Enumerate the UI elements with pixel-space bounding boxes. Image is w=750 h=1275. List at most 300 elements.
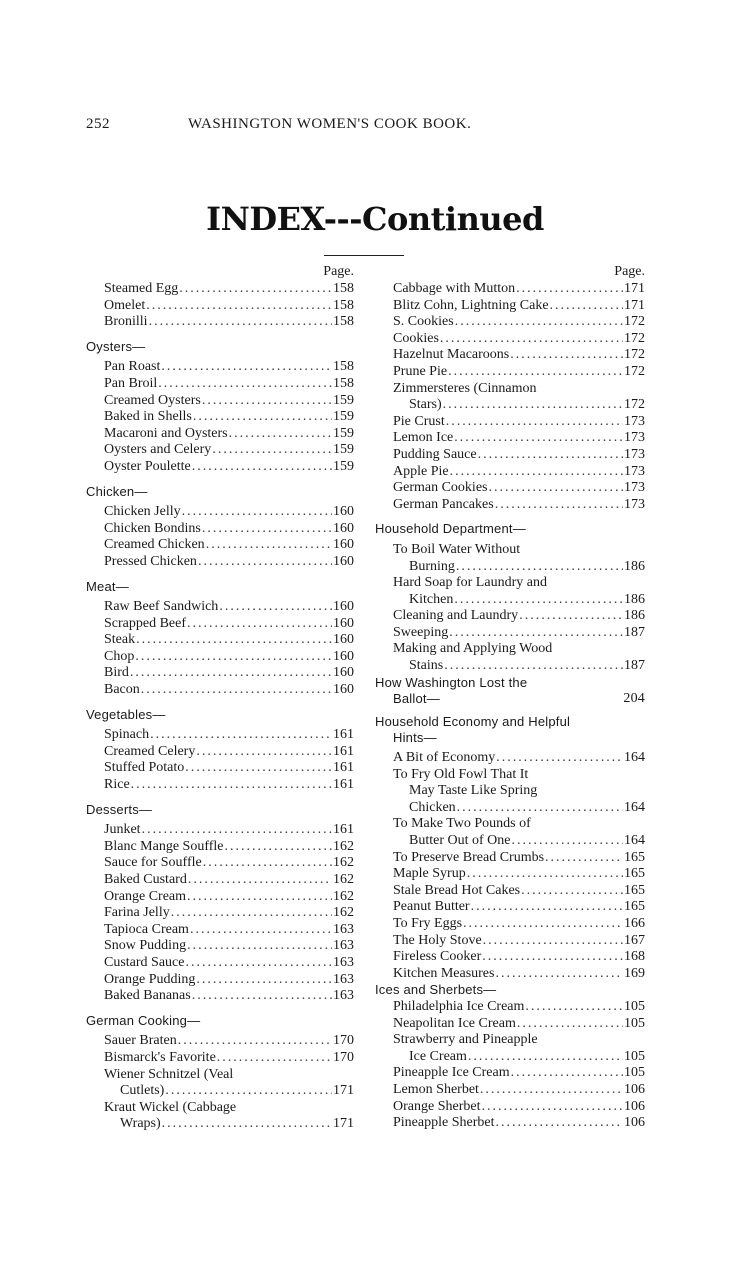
- index-entry: [393, 1065, 645, 1082]
- index-entry: [393, 347, 645, 364]
- dot-leader: [185, 955, 332, 972]
- index-entry: [104, 972, 354, 989]
- dot-leader: [202, 393, 332, 410]
- entry-label: Spinach: [104, 727, 150, 743]
- page-label: Page.: [323, 264, 354, 279]
- entry-label: The Holy Stove: [393, 932, 482, 948]
- dot-leader: [192, 459, 332, 476]
- dot-leader: [196, 744, 332, 761]
- dot-leader: [150, 727, 332, 744]
- entry-page: 171: [624, 281, 645, 296]
- index-entry: [104, 988, 354, 1005]
- index-entry: [375, 625, 645, 642]
- dot-leader: [202, 521, 332, 538]
- entry-page: 166: [624, 915, 645, 931]
- entry-label: Pressed Chicken: [104, 553, 197, 569]
- entry-page: 160: [333, 648, 354, 664]
- entry-page: 160: [333, 632, 354, 648]
- index-column-right: [375, 264, 645, 1132]
- entry-page: 158: [333, 297, 354, 313]
- dot-leader: [443, 397, 623, 414]
- dot-leader: [192, 988, 332, 1005]
- index-entry: [375, 833, 645, 850]
- index-entry: [104, 955, 354, 972]
- index-entry: [104, 298, 354, 315]
- index-entry: [104, 426, 354, 443]
- index-entry: [86, 1050, 354, 1067]
- entry-label: To Fry Eggs: [393, 915, 463, 931]
- entry-page: 186: [624, 608, 645, 624]
- entry-page: 165: [624, 849, 645, 865]
- dot-leader: [456, 559, 623, 576]
- dot-leader: [483, 933, 623, 950]
- dot-leader: [136, 632, 332, 649]
- entry-label: Junket: [104, 822, 141, 838]
- entry-page: 165: [624, 899, 645, 915]
- dot-leader: [495, 497, 623, 514]
- entry-page: 186: [624, 591, 645, 607]
- entry-label: Lemon Sherbet: [393, 1081, 479, 1097]
- section-heading: Oysters—: [86, 338, 146, 354]
- entry-page: 160: [333, 553, 354, 569]
- entry-page: 173: [624, 430, 645, 446]
- entry-page: 164: [624, 833, 645, 848]
- index-entry: [393, 364, 645, 381]
- entry-label: Pineapple Ice Cream: [393, 1065, 510, 1081]
- entry-page: 158: [333, 314, 354, 330]
- entry-page: 160: [333, 599, 354, 615]
- dot-leader: [171, 905, 332, 922]
- dot-leader: [449, 625, 623, 642]
- entry-label: Chop: [104, 648, 135, 664]
- entry-label: Steamed Egg: [104, 281, 179, 296]
- entry-label: Creamed Oysters: [104, 392, 201, 408]
- dot-leader: [130, 665, 332, 682]
- entry-label: Oyster Poulette: [104, 458, 191, 474]
- entry-list: [86, 504, 354, 570]
- entry-label: Stars): [409, 397, 442, 413]
- dot-leader: [480, 1082, 623, 1099]
- entry-page: 186: [624, 558, 645, 574]
- index-entry: [104, 442, 354, 459]
- dot-leader: [510, 347, 623, 364]
- index-entry: [393, 899, 645, 916]
- entry-continuation: To Boil Water Without: [393, 541, 521, 557]
- section-heading: Meat—: [86, 578, 129, 594]
- entry-label: Bird: [104, 665, 129, 681]
- index-entry: [393, 1099, 645, 1116]
- dot-leader: [478, 447, 623, 464]
- dot-leader: [187, 889, 332, 906]
- entry-page: 158: [333, 281, 354, 296]
- entry-page: 159: [333, 409, 354, 425]
- title-rule: [324, 255, 404, 256]
- entry-list: [375, 414, 645, 514]
- index-entry: [104, 744, 354, 761]
- dot-leader: [161, 359, 332, 376]
- entry-label: Wraps): [120, 1116, 161, 1132]
- entry-page: 163: [333, 938, 354, 954]
- entry-page: 187: [624, 624, 645, 640]
- entry-page: 159: [333, 392, 354, 408]
- index-entry: [104, 682, 354, 699]
- dot-leader: [182, 504, 332, 521]
- index-entry: [104, 649, 354, 666]
- entry-label: Stale Bread Hot Cakes: [393, 882, 521, 898]
- dot-leader: [468, 1049, 623, 1066]
- index-entry: [393, 298, 645, 315]
- entry-page: 163: [333, 954, 354, 970]
- entry-label: Steak: [104, 632, 136, 648]
- entry-label: Creamed Chicken: [104, 537, 205, 553]
- dot-leader: [482, 949, 623, 966]
- entry-page: 159: [333, 425, 354, 441]
- dot-leader: [149, 314, 332, 331]
- index-entry: [104, 459, 354, 476]
- index-entry: [393, 1115, 645, 1132]
- dot-leader: [454, 592, 623, 609]
- entry-page: 171: [624, 297, 645, 313]
- entry-label: Chicken: [409, 799, 456, 815]
- section-heading: Vegetables—: [86, 706, 166, 722]
- entry-continuation: Making and Applying Wood: [393, 641, 553, 657]
- entry-label: Raw Beef Sandwich: [104, 599, 219, 615]
- dot-leader: [525, 999, 623, 1016]
- index-entry: [86, 1116, 354, 1133]
- dot-leader: [188, 872, 332, 889]
- index-entry: [375, 999, 645, 1016]
- entry-page: 204: [623, 691, 645, 707]
- entry-page: 161: [333, 727, 354, 743]
- entry-label: Ice Cream: [409, 1048, 467, 1064]
- entry-page: 159: [333, 458, 354, 474]
- index-entry: [104, 554, 354, 571]
- entry-label: Blitz Cohn, Lightning Cake: [393, 297, 549, 313]
- index-column-left: [86, 264, 354, 1133]
- entry-list: [375, 850, 645, 983]
- entry-page: 106: [624, 1115, 645, 1131]
- entry-label: Pan Roast: [104, 359, 161, 375]
- entry-label: Custard Sauce: [104, 954, 185, 970]
- index-entry: [104, 872, 354, 889]
- section-heading: Desserts—: [86, 801, 153, 817]
- index-entry: [393, 314, 645, 331]
- section-heading: Chicken—: [86, 483, 148, 499]
- section-heading: How Washington Lost the: [375, 674, 528, 690]
- index-entry: [104, 938, 354, 955]
- dot-leader: [185, 760, 332, 777]
- index-entry: [393, 866, 645, 883]
- entry-continuation: Kraut Wickel (Cabbage: [104, 1099, 237, 1115]
- dot-leader: [142, 822, 332, 839]
- entry-page: 172: [624, 363, 645, 379]
- entry-label: Baked in Shells: [104, 409, 192, 425]
- dot-leader: [521, 883, 623, 900]
- entry-page: 173: [624, 480, 645, 496]
- index-entry: [375, 559, 645, 576]
- index-entry: [393, 883, 645, 900]
- index-entry: [104, 409, 354, 426]
- index-entry: [393, 1082, 645, 1099]
- entry-label: Neapolitan Ice Cream: [393, 1015, 516, 1031]
- entry-label: Omelet: [104, 297, 146, 313]
- entry-continuation: Zimmersteres (Cinnamon: [393, 380, 537, 396]
- entry-page: 167: [624, 932, 645, 948]
- entry-label: Rice: [104, 777, 130, 793]
- index-entry: [375, 592, 645, 609]
- entry-page: 160: [333, 537, 354, 553]
- entry-page: 162: [333, 905, 354, 921]
- entry-page: 172: [624, 397, 645, 413]
- index-entry: [86, 1033, 354, 1050]
- entry-label: Sauer Braten: [104, 1033, 177, 1049]
- entry-label: Burning: [409, 558, 455, 574]
- entry-page: 172: [624, 314, 645, 330]
- dot-leader: [495, 1115, 623, 1132]
- entry-continuation: To Fry Old Fowl That It: [393, 766, 529, 782]
- dot-leader: [198, 554, 332, 571]
- entry-page: 171: [333, 1116, 354, 1132]
- dot-leader: [440, 331, 623, 348]
- index-entry: [104, 777, 354, 794]
- entry-page: 161: [333, 822, 354, 838]
- index-entry: [375, 1016, 645, 1033]
- entry-label: Tapioca Cream: [104, 921, 189, 937]
- entry-continuation: Strawberry and Pineapple: [393, 1032, 538, 1048]
- index-entry: [104, 281, 354, 298]
- index-entry: [104, 616, 354, 633]
- dot-leader: [187, 938, 332, 955]
- dot-leader: [178, 1033, 332, 1050]
- entry-label: Scrapped Beef: [104, 615, 187, 631]
- entry-page: 161: [333, 743, 354, 759]
- entry-page: 163: [333, 971, 354, 987]
- index-entry: [375, 608, 645, 625]
- entry-page: 162: [333, 838, 354, 854]
- entry-label: Orange Cream: [104, 888, 187, 904]
- index-entry: [104, 359, 354, 376]
- index-entry: [393, 933, 645, 950]
- dot-leader: [212, 442, 332, 459]
- entry-label: Maple Syrup: [393, 866, 466, 882]
- entry-label: German Cookies: [393, 480, 488, 496]
- entry-label: Butter Out of One: [409, 833, 511, 848]
- dot-leader: [463, 916, 623, 933]
- entry-list: [86, 599, 354, 699]
- entry-page: 158: [333, 359, 354, 375]
- dot-leader: [457, 800, 623, 817]
- entry-label: Farina Jelly: [104, 905, 170, 921]
- entry-label: Ballot—: [393, 691, 440, 707]
- entry-list: [86, 822, 354, 1005]
- dot-leader: [219, 599, 332, 616]
- dot-leader: [196, 972, 332, 989]
- index-entry: [104, 521, 354, 538]
- entry-label: Peanut Butter: [393, 899, 470, 915]
- section-heading: Ices and Sherbets—: [375, 982, 497, 998]
- entry-page: 163: [333, 988, 354, 1004]
- index-entry: [104, 665, 354, 682]
- entry-page: 170: [333, 1049, 354, 1065]
- index-entry: [393, 430, 645, 447]
- entry-page: 160: [333, 520, 354, 536]
- entry-page: 168: [624, 949, 645, 965]
- entry-label: Orange Sherbet: [393, 1098, 481, 1114]
- dot-leader: [545, 850, 623, 867]
- section-heading: Hints—: [393, 730, 437, 746]
- dot-leader: [488, 480, 623, 497]
- entry-page: 164: [624, 799, 645, 815]
- dot-leader: [448, 364, 623, 381]
- index-entry: [375, 800, 645, 817]
- index-entry: [104, 727, 354, 744]
- index-entry: [104, 393, 354, 410]
- dot-leader: [550, 298, 623, 315]
- entry-label: Bronilli: [104, 314, 148, 330]
- entry-page: 161: [333, 760, 354, 776]
- entry-page: 159: [333, 442, 354, 458]
- entry-page: 160: [333, 504, 354, 520]
- dot-leader: [146, 298, 332, 315]
- entry-label: Chicken Jelly: [104, 504, 181, 520]
- entry-continuation: Wiener Schnitzel (Veal: [104, 1066, 234, 1082]
- entry-label: German Pancakes: [393, 496, 494, 512]
- entry-label: Sweeping: [393, 624, 449, 640]
- dot-leader: [454, 430, 623, 447]
- entry-continuation: Hard Soap for Laundry and: [393, 575, 547, 591]
- entry-list: [86, 281, 354, 331]
- dot-leader: [444, 658, 623, 675]
- entry-page: 106: [624, 1081, 645, 1097]
- entry-page: 169: [624, 965, 645, 981]
- entry-list: [375, 1065, 645, 1131]
- entry-label: Kitchen: [409, 591, 454, 607]
- entry-label: Hazelnut Macaroons: [393, 347, 510, 363]
- entry-label: Cutlets): [120, 1083, 165, 1099]
- index-entry: [393, 331, 645, 348]
- page-label: Page.: [614, 264, 645, 279]
- dot-leader: [141, 682, 332, 699]
- index-entry: [104, 889, 354, 906]
- entry-page: 172: [624, 347, 645, 363]
- dot-leader: [519, 608, 623, 625]
- entry-label: Macaroni and Oysters: [104, 425, 228, 441]
- dot-leader: [158, 376, 332, 393]
- entry-label: Oysters and Celery: [104, 442, 212, 458]
- dot-leader: [206, 537, 332, 554]
- index-entry: [393, 949, 645, 966]
- entry-page: 162: [333, 888, 354, 904]
- index-entry: [104, 504, 354, 521]
- entry-label: Bacon: [104, 682, 140, 698]
- dot-leader: [450, 464, 623, 481]
- entry-page: 171: [333, 1083, 354, 1099]
- dot-leader: [203, 855, 332, 872]
- entry-page: 105: [624, 1015, 645, 1031]
- dot-leader: [193, 409, 332, 426]
- dot-leader: [229, 426, 332, 443]
- entry-label: Pudding Sauce: [393, 446, 477, 462]
- index-entry: [104, 314, 354, 331]
- dot-leader: [187, 616, 332, 633]
- dot-leader: [131, 777, 332, 794]
- index-entry: [104, 599, 354, 616]
- entry-label: Apple Pie: [393, 463, 449, 479]
- index-entry: [86, 1083, 354, 1100]
- entry-list: [86, 359, 354, 475]
- entry-page: 162: [333, 872, 354, 887]
- entry-list: [86, 727, 354, 793]
- dot-leader: [517, 1016, 623, 1033]
- entry-continuation: To Make Two Pounds of: [393, 816, 531, 832]
- entry-label: A Bit of Economy: [393, 750, 496, 766]
- dot-leader: [495, 966, 623, 983]
- entry-page: 163: [333, 921, 354, 937]
- index-entry: [104, 537, 354, 554]
- entry-label: Blanc Mange Souffle: [104, 838, 224, 854]
- entry-label: Bismarck's Favorite: [104, 1049, 216, 1065]
- index-entry: [393, 850, 645, 867]
- index-entry: [104, 632, 354, 649]
- index-entry: [104, 376, 354, 393]
- entry-page: 105: [624, 998, 645, 1014]
- index-entry: [375, 658, 645, 675]
- index-entry: [104, 922, 354, 939]
- entry-label: Cleaning and Laundry: [393, 608, 519, 624]
- entry-page: 173: [624, 463, 645, 479]
- section-heading: Household Economy and Helpful: [375, 713, 571, 729]
- index-entry: [375, 397, 645, 414]
- section-heading: German Cooking—: [86, 1012, 201, 1028]
- entry-page: 106: [624, 1098, 645, 1114]
- section-heading: Household Department—: [375, 521, 526, 537]
- entry-label: Baked Bananas: [104, 988, 191, 1004]
- entry-page: 172: [624, 330, 645, 346]
- dot-leader: [135, 649, 332, 666]
- entry-label: Stuffed Potato: [104, 760, 185, 776]
- index-entry: [104, 822, 354, 839]
- entry-label: Prune Pie: [393, 363, 448, 379]
- entry-page: 160: [333, 682, 354, 698]
- entry-label: Pan Broil: [104, 375, 158, 391]
- dot-leader: [467, 866, 623, 883]
- index-entry: [375, 691, 645, 708]
- dot-leader: [496, 750, 623, 767]
- dot-leader: [516, 281, 623, 298]
- entry-page: 162: [333, 855, 354, 871]
- entry-list: [375, 281, 645, 381]
- book-title: WASHINGTON WOMEN'S COOK BOOK.: [188, 116, 472, 132]
- index-entry: [393, 916, 645, 933]
- dot-leader: [162, 1116, 332, 1133]
- dot-leader: [179, 281, 332, 298]
- entry-label: Cookies: [393, 330, 439, 346]
- entry-label: Pie Crust: [393, 413, 445, 429]
- entry-label: Sauce for Souffle: [104, 855, 202, 871]
- entry-page: 164: [624, 750, 645, 766]
- index-entry: [104, 905, 354, 922]
- index-entry: [393, 414, 645, 431]
- entry-label: To Preserve Bread Crumbs: [393, 849, 545, 865]
- index-entry: [104, 839, 354, 856]
- entry-label: Creamed Celery: [104, 743, 196, 759]
- index-entry: [375, 1049, 645, 1066]
- entry-page: 158: [333, 375, 354, 391]
- entry-label: S. Cookies: [393, 314, 454, 330]
- dot-leader: [217, 1050, 332, 1067]
- dot-leader: [511, 1065, 623, 1082]
- dot-leader: [225, 839, 333, 856]
